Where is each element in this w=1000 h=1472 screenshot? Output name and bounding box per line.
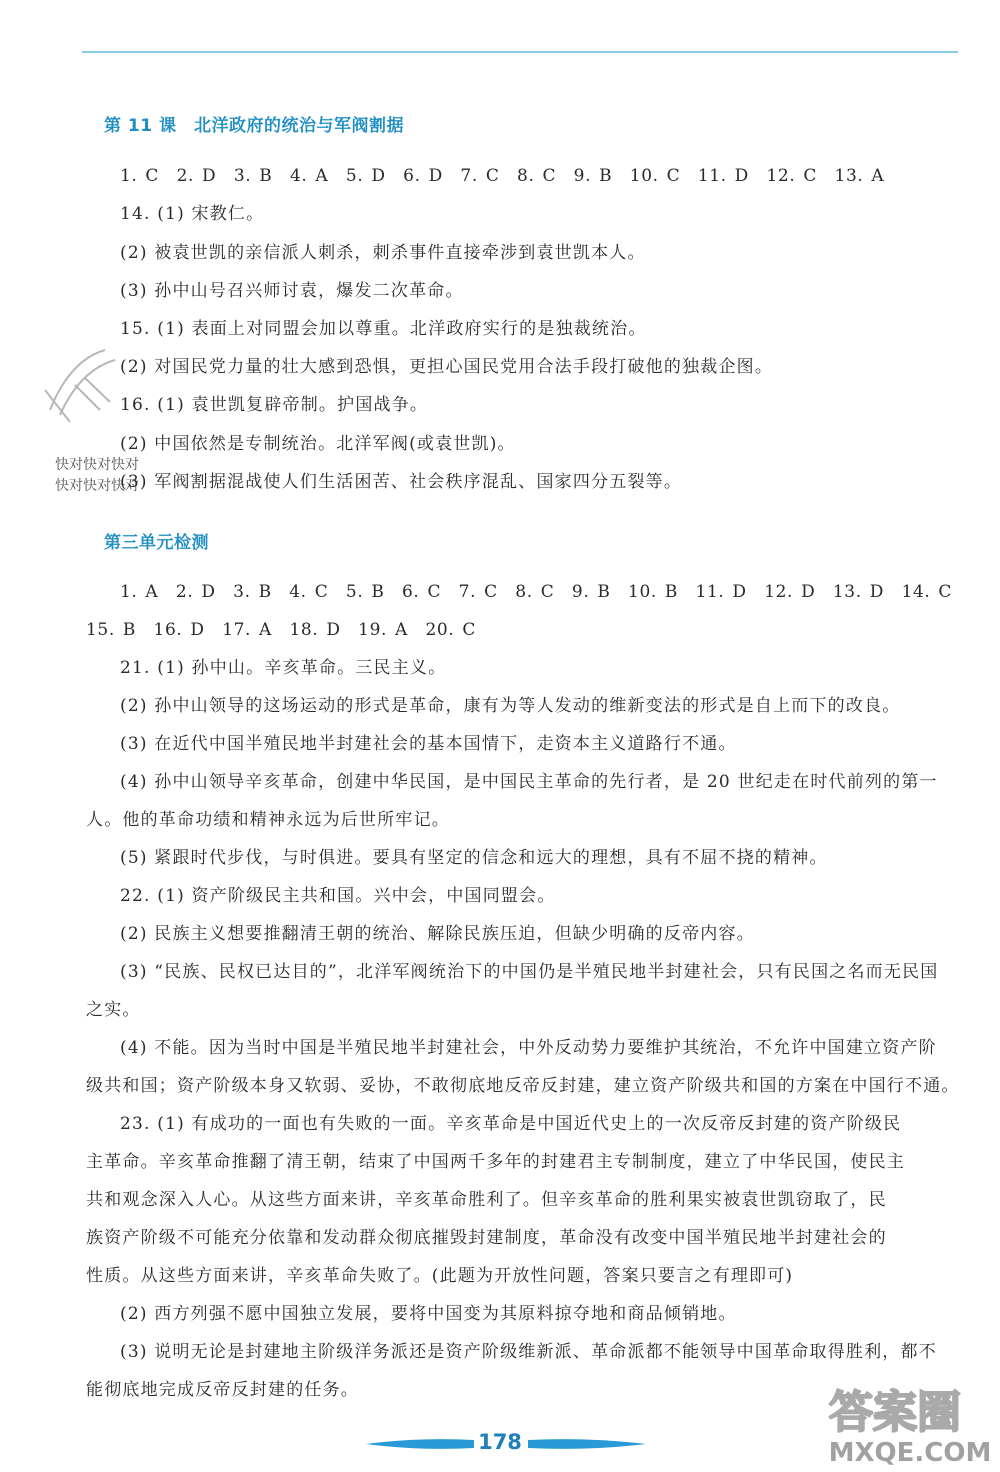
answer-line: (4) 孙中山领导辛亥革命，创建中华民国，是中国民主革命的先行者，是 20 世纪走在时代前列的第一 [120,772,938,792]
answer-line: (2) 孙中山领导的这场运动的形式是革命，康有为等人发动的维新变法的形式是自上而下的改良。 [120,696,901,716]
answer-line: (3) 在近代中国半殖民地半封建社会的基本国情下，走资本主义道路行不通。 [120,734,737,754]
answer-line: 共和观念深入人心。从这些方面来讲，辛亥革命胜利了。但辛亥革命的胜利果实被袁世凯窃取了，民 [86,1190,887,1210]
answer-line: 16. (1) 袁世凯复辟帝制。护国战争。 [120,395,429,415]
watermark-logo [800,1375,990,1467]
section-title: 第 11 课 北洋政府的统治与军阀割据 [104,116,404,136]
answer-line: 15. (1) 表面上对同盟会加以尊重。北洋政府实行的是独裁统治。 [120,319,647,339]
logo-main-text: 答案圈 [829,1387,961,1438]
answer-line: (2) 被袁世凯的亲信派人刺杀，刺杀事件直接牵涉到袁世凯本人。 [120,243,646,263]
answer-line: 1. C 2. D 3. B 4. A 5. D 6. D 7. C 8. C 9. B 10. C 11. D 12. C 13. A [120,166,885,186]
answer-line: 之实。 [86,1000,141,1020]
watermark-text: 快对快对快对 [55,457,139,473]
answer-line: 14. (1) 宋教仁。 [120,204,265,224]
answer-line: 15. B 16. D 17. A 18. D 19. A 20. C [86,620,476,640]
answer-line: 23. (1) 有成功的一面也有失败的一面。辛亥革命是中国近代史上的一次反帝反封建的资产阶级民 [120,1114,902,1134]
page-number: 178 [478,1430,522,1454]
answer-line: 主革命。辛亥革命推翻了清王朝，结束了中国两千多年的封建君主专制制度，建立了中华民国，使民主 [86,1152,905,1172]
answer-line: (4) 不能。因为当时中国是半殖民地半封建社会，中外反动势力要维护其统治，不允许中国建立资产阶 [120,1038,937,1058]
answer-line: (3) “民族、民权已达目的”，北洋军阀统治下的中国仍是半殖民地半封建社会，只有民国之名而无民国 [120,962,939,982]
answer-line: 1. A 2. D 3. B 4. C 5. B 6. C 7. C 8. C 9. B 10. B 11. D 12. D 13. D 14. C [120,582,953,602]
answer-line: (3) 孙中山号召兴师讨袁，爆发二次革命。 [120,281,464,301]
answer-line: (3) 说明无论是封建地主阶级洋务派还是资产阶级维新派、革命派都不能领导中国革命取得胜利，都不 [120,1342,937,1362]
top-rule [82,51,958,53]
answer-line: (2) 中国依然是专制统治。北洋军阀(或袁世凯)。 [120,434,516,454]
logo-url-text: MXQE.COM [828,1438,990,1467]
page-number-ornament-left [366,1436,474,1450]
answer-line: 人。他的革命功绩和精神永远为后世所牢记。 [86,810,450,830]
answer-line: 22. (1) 资产阶级民主共和国。兴中会，中国同盟会。 [120,886,556,906]
answer-line: 族资产阶级不可能充分依靠和发动群众彻底摧毁封建制度，革命没有改变中国半殖民地半封建社会的 [86,1228,887,1248]
answer-line: (2) 对国民党力量的壮大感到恐惧，更担心国民党用合法手段打破他的独裁企图。 [120,357,774,377]
answer-line: (2) 西方列强不愿中国独立发展，要将中国变为其原料掠夺地和商品倾销地。 [120,1304,737,1324]
answer-line: (5) 紧跟时代步伐，与时俱进。要具有坚定的信念和远大的理想，具有不屈不挠的精神。 [120,848,828,868]
answer-line: 性质。从这些方面来讲，辛亥革命失败了。(此题为开放性问题，答案只要言之有理即可) [86,1266,794,1286]
watermark-text: 快对快对快对 [55,478,139,494]
section-title: 第三单元检测 [104,533,209,553]
answer-line: 级共和国；资产阶级本身又软弱、妥协，不敢彻底地反帝反封建，建立资产阶级共和国的方案在中国行不通。 [86,1076,960,1096]
answer-line: 21. (1) 孙中山。辛亥革命。三民主义。 [120,658,447,678]
answer-line: (3) 军阀割据混战使人们生活困苦、社会秩序混乱、国家四分五裂等。 [120,472,683,492]
answer-line: 能彻底地完成反帝反封建的任务。 [86,1380,359,1400]
answer-line: (2) 民族主义想要推翻清王朝的统治、解除民族压迫，但缺少明确的反帝内容。 [120,924,755,944]
page-number-ornament-right [528,1436,646,1450]
